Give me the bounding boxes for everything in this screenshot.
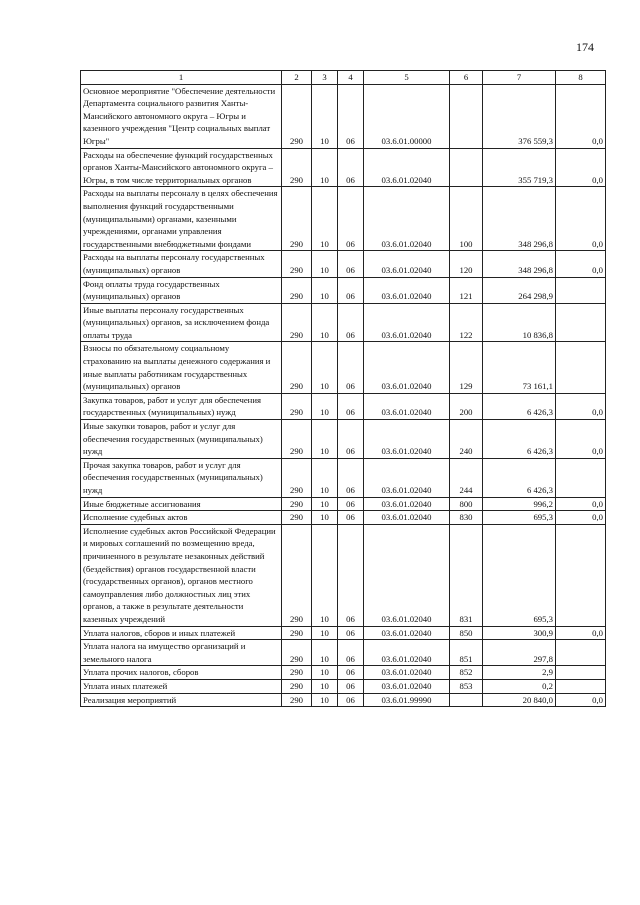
amount-value: 695,3 [483,524,556,626]
expense-type-code: 800 [450,497,483,511]
column-header: 3 [312,71,338,85]
header-row [81,71,606,85]
expense-type-code: 100 [450,187,483,251]
row-description: Иные закупки товаров, работ и услуг для обеспечения государственных (муниципальных) нужд [81,420,282,459]
subsection-code: 10 [312,679,338,693]
budget-table [80,70,606,707]
subsection-code: 10 [312,84,338,148]
subsection-code: 10 [312,666,338,680]
table-row [81,84,606,148]
section-code: 290 [282,187,312,251]
section-code: 290 [282,679,312,693]
expense-type-code: 200 [450,393,483,419]
table-row [81,251,606,277]
amount-value: 6 426,3 [483,420,556,459]
expense-type-code: 830 [450,511,483,525]
page-number: 174 [576,40,594,54]
section-code: 290 [282,693,312,707]
target-article-code: 03.6.01.02040 [364,679,450,693]
amount-value: 6 426,3 [483,393,556,419]
second-amount-value: 0,0 [556,187,606,251]
subsection-code: 10 [312,511,338,525]
subsection-code: 10 [312,251,338,277]
target-article-code: 03.6.01.02040 [364,342,450,393]
section-code: 290 [282,511,312,525]
table-row [81,420,606,459]
row-description: Уплата иных платежей [81,679,282,693]
second-amount-value: 0,0 [556,420,606,459]
section-code: 290 [282,84,312,148]
row-description: Закупка товаров, работ и услуг для обеспечения государственных (муниципальных) нужд [81,393,282,419]
table-row [81,666,606,680]
amount-value: 348 296,8 [483,251,556,277]
subsection-detail-code: 06 [338,497,364,511]
target-article-code: 03.6.01.02040 [364,497,450,511]
expense-type-code: 852 [450,666,483,680]
row-description: Исполнение судебных актов Российской Федерации и мировых соглашений по возмещению вреда, причиненного в результате незаконных действий (бездействия) органов государственной власти (государственных органов), органов местного самоуправления либо должностных лиц этих органов, а также в результате деятельности казенных учреждений [81,524,282,626]
second-amount-value [556,342,606,393]
table-row [81,511,606,525]
column-header: 2 [282,71,312,85]
table-row [81,342,606,393]
subsection-detail-code: 06 [338,420,364,459]
column-header: 5 [364,71,450,85]
row-description: Уплата налогов, сборов и иных платежей [81,626,282,640]
subsection-detail-code: 06 [338,251,364,277]
subsection-detail-code: 06 [338,524,364,626]
second-amount-value: 0,0 [556,693,606,707]
expense-type-code [450,693,483,707]
expense-type-code: 244 [450,458,483,497]
row-description: Исполнение судебных актов [81,511,282,525]
target-article-code: 03.6.01.02040 [364,303,450,342]
second-amount-value [556,666,606,680]
section-code: 290 [282,666,312,680]
table-row [81,393,606,419]
subsection-detail-code: 06 [338,84,364,148]
row-description: Реализация мероприятий [81,693,282,707]
amount-value: 376 559,3 [483,84,556,148]
section-code: 290 [282,497,312,511]
section-code: 290 [282,393,312,419]
table-row [81,148,606,187]
table-row [81,524,606,626]
second-amount-value: 0,0 [556,626,606,640]
subsection-code: 10 [312,626,338,640]
section-code: 290 [282,251,312,277]
table-row [81,277,606,303]
table-row [81,626,606,640]
amount-value: 20 840,0 [483,693,556,707]
amount-value: 348 296,8 [483,187,556,251]
row-description: Фонд оплаты труда государственных (муниципальных) органов [81,277,282,303]
section-code: 290 [282,303,312,342]
section-code: 290 [282,148,312,187]
target-article-code: 03.6.01.02040 [364,458,450,497]
table-row [81,187,606,251]
subsection-detail-code: 06 [338,342,364,393]
expense-type-code [450,148,483,187]
row-description: Взносы по обязательному социальному страхованию на выплаты денежного содержания и иные выплаты работникам государственных (муниципальных) органов [81,342,282,393]
row-description: Уплата прочих налогов, сборов [81,666,282,680]
table-row [81,497,606,511]
second-amount-value [556,640,606,666]
target-article-code: 03.6.01.02040 [364,511,450,525]
table-row [81,303,606,342]
row-description: Расходы на выплаты персоналу в целях обеспечения выполнения функций государственными (муниципальными) органами, казенными учреждениями, органами управления государственными внебюджетными фондами [81,187,282,251]
expense-type-code: 122 [450,303,483,342]
table-row [81,458,606,497]
expense-type-code: 121 [450,277,483,303]
row-description: Расходы на обеспечение функций государственных органов Ханты-Мансийского автономного округа – Югры, в том числе территориальных органов [81,148,282,187]
amount-value: 0,2 [483,679,556,693]
expense-type-code: 240 [450,420,483,459]
amount-value: 73 161,1 [483,342,556,393]
subsection-code: 10 [312,524,338,626]
column-header: 1 [81,71,282,85]
subsection-code: 10 [312,148,338,187]
target-article-code: 03.6.01.02040 [364,626,450,640]
second-amount-value [556,679,606,693]
column-header: 8 [556,71,606,85]
table-row [81,640,606,666]
row-description: Уплата налога на имущество организаций и земельного налога [81,640,282,666]
section-code: 290 [282,342,312,393]
subsection-code: 10 [312,277,338,303]
table-row [81,693,606,707]
target-article-code: 03.6.01.02040 [364,251,450,277]
subsection-detail-code: 06 [338,277,364,303]
second-amount-value [556,524,606,626]
amount-value: 300,9 [483,626,556,640]
amount-value: 996,2 [483,497,556,511]
row-description: Иные бюджетные ассигнования [81,497,282,511]
second-amount-value: 0,0 [556,251,606,277]
subsection-code: 10 [312,420,338,459]
second-amount-value: 0,0 [556,84,606,148]
second-amount-value: 0,0 [556,393,606,419]
subsection-detail-code: 06 [338,511,364,525]
subsection-code: 10 [312,693,338,707]
subsection-detail-code: 06 [338,666,364,680]
row-description: Иные выплаты персоналу государственных (муниципальных) органов, за исключением фонда оплаты труда [81,303,282,342]
subsection-detail-code: 06 [338,640,364,666]
amount-value: 6 426,3 [483,458,556,497]
target-article-code: 03.6.01.02040 [364,666,450,680]
subsection-detail-code: 06 [338,187,364,251]
subsection-code: 10 [312,187,338,251]
target-article-code: 03.6.01.00000 [364,84,450,148]
subsection-detail-code: 06 [338,458,364,497]
second-amount-value: 0,0 [556,497,606,511]
subsection-detail-code: 06 [338,393,364,419]
expense-type-code: 851 [450,640,483,666]
subsection-detail-code: 06 [338,693,364,707]
section-code: 290 [282,626,312,640]
target-article-code: 03.6.01.02040 [364,148,450,187]
second-amount-value [556,303,606,342]
subsection-code: 10 [312,342,338,393]
target-article-code: 03.6.01.02040 [364,640,450,666]
expense-type-code: 120 [450,251,483,277]
section-code: 290 [282,277,312,303]
amount-value: 264 298,9 [483,277,556,303]
subsection-code: 10 [312,393,338,419]
section-code: 290 [282,420,312,459]
row-description: Прочая закупка товаров, работ и услуг для обеспечения государственных (муниципальных) нужд [81,458,282,497]
column-header: 4 [338,71,364,85]
amount-value: 2,9 [483,666,556,680]
subsection-detail-code: 06 [338,626,364,640]
second-amount-value: 0,0 [556,148,606,187]
subsection-code: 10 [312,497,338,511]
second-amount-value: 0,0 [556,511,606,525]
subsection-detail-code: 06 [338,148,364,187]
section-code: 290 [282,524,312,626]
subsection-code: 10 [312,640,338,666]
amount-value: 297,8 [483,640,556,666]
subsection-code: 10 [312,303,338,342]
target-article-code: 03.6.01.99990 [364,693,450,707]
amount-value: 695,3 [483,511,556,525]
subsection-detail-code: 06 [338,679,364,693]
second-amount-value [556,277,606,303]
expense-type-code: 850 [450,626,483,640]
section-code: 290 [282,458,312,497]
amount-value: 355 719,3 [483,148,556,187]
target-article-code: 03.6.01.02040 [364,393,450,419]
subsection-detail-code: 06 [338,303,364,342]
target-article-code: 03.6.01.02040 [364,187,450,251]
amount-value: 10 836,8 [483,303,556,342]
row-description: Расходы на выплаты персоналу государственных (муниципальных) органов [81,251,282,277]
expense-type-code: 129 [450,342,483,393]
target-article-code: 03.6.01.02040 [364,524,450,626]
column-header: 7 [483,71,556,85]
target-article-code: 03.6.01.02040 [364,420,450,459]
column-header: 6 [450,71,483,85]
expense-type-code [450,84,483,148]
row-description: Основное мероприятие "Обеспечение деятельности Департамента социального развития Ханты-Мансийского автономного округа – Югры и казенного учреждения "Центр социальных выплат Югры" [81,84,282,148]
section-code: 290 [282,640,312,666]
second-amount-value [556,458,606,497]
expense-type-code: 853 [450,679,483,693]
expense-type-code: 831 [450,524,483,626]
target-article-code: 03.6.01.02040 [364,277,450,303]
table-row [81,679,606,693]
subsection-code: 10 [312,458,338,497]
